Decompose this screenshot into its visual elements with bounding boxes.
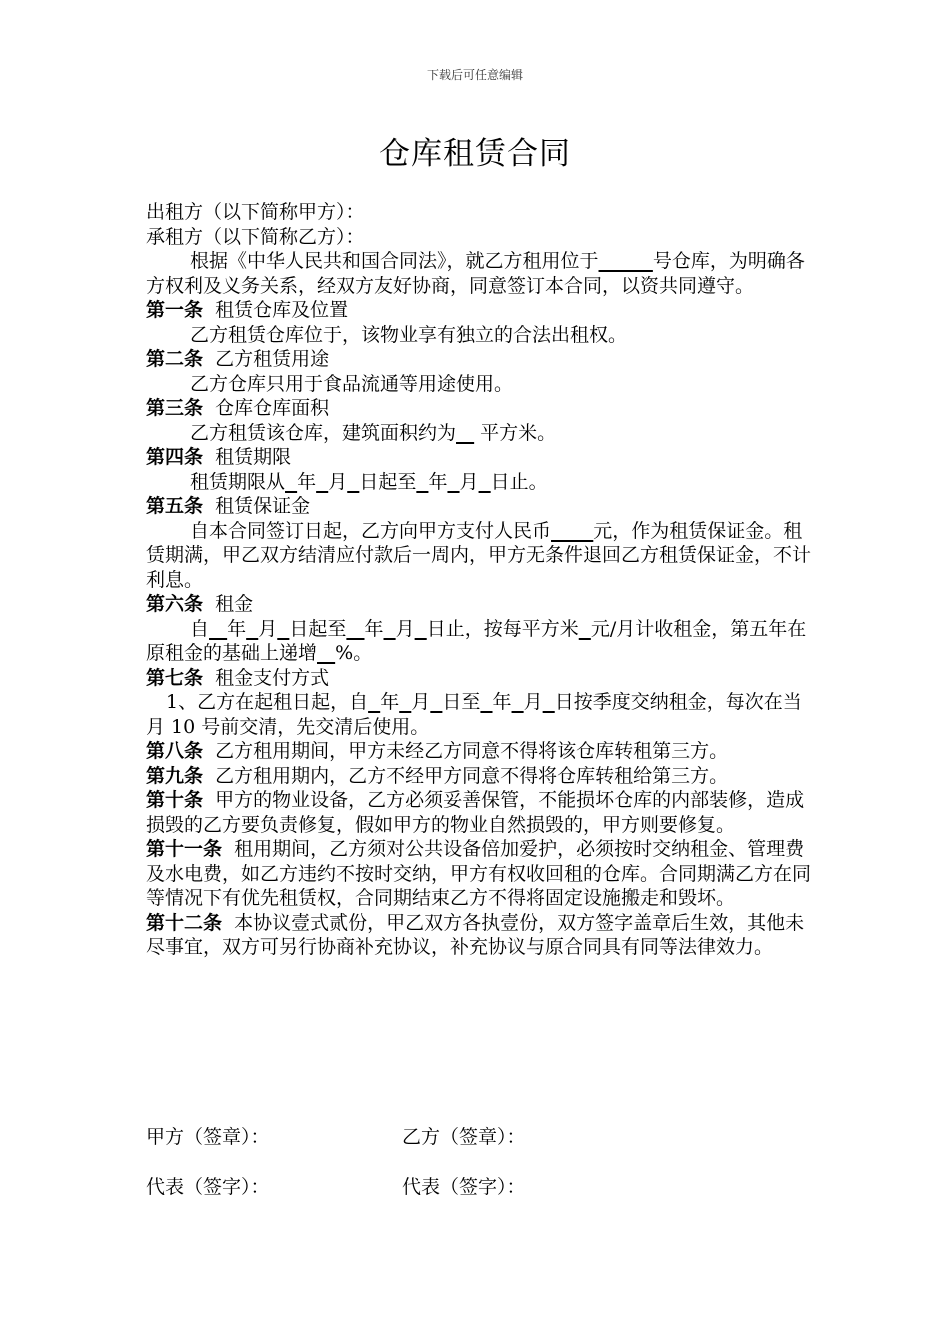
article-3-heading — [146, 396, 816, 421]
article-2-text: 乙方仓库只用于食品流通等用途使用。 — [190, 372, 514, 395]
article-text: 租用期间，乙方须对公共设备倍加爱护，必须按时交纳租金、管理费及水电费，如乙方违约不按时交纳，甲方有权收回租的仓库。合同期满乙方在同等情况下有优先租赁权，合同期结束乙方不得将固定设施搬走和毁坏。 — [146, 838, 812, 909]
page-title: 仓库租赁合同 — [379, 136, 571, 172]
blank-field — [599, 250, 653, 272]
article-text: 本协议壹式贰份，甲乙双方各执壹份，双方签字盖章后生效，其他未尽事宜，双方可另行协商补充协议，补充协议与原合同具有同等法律效力。 — [146, 911, 805, 958]
lessor-line: 出租方（以下简称甲方）： — [146, 201, 365, 223]
article-label: 第五条 — [146, 495, 204, 517]
article-label: 第六条 — [146, 593, 204, 615]
blank-field — [456, 422, 474, 444]
intro-text-1: 根据《中华人民共和国合同法》，就乙方租用位于 — [190, 250, 599, 272]
article-label: 第三条 — [146, 397, 204, 419]
party-a-rep: 代表（签字）： — [146, 1176, 270, 1198]
header-note: 下载后可任意编辑 — [426, 68, 523, 82]
article-4-text: 租赁期限从 年 月 日起至 年 月 日止。 — [190, 470, 548, 493]
article-10 — [146, 788, 816, 837]
article-label: 第十二条 — [146, 911, 223, 934]
article-5-heading — [146, 494, 816, 519]
article-6-text: 自 年 月 日起至 年 月 日止，按每平方米 元/月计收租金，第五年在原租金的基础上递增 %。 — [146, 617, 807, 664]
article-1-text: 乙方租赁仓库位于，该物业享有独立的合法出租权。 — [190, 323, 628, 346]
article-11 — [146, 837, 816, 911]
article-title: 租赁仓库及位置 — [215, 299, 349, 321]
article-title: 仓库仓库面积 — [215, 397, 330, 419]
party-a-seal: 甲方（签章）： — [146, 1126, 270, 1148]
party-b-rep: 代表（签字）： — [402, 1176, 526, 1198]
article-1-heading — [146, 298, 816, 323]
article-text: 乙方租用期间，甲方未经乙方同意不得将该仓库转租第三方。 — [215, 740, 729, 762]
article-title: 租赁期限 — [215, 446, 292, 468]
article-3-text: 乙方租赁该仓库，建筑面积约为 平方米。 — [190, 421, 557, 444]
article-label: 第十条 — [146, 789, 204, 811]
article-label: 第七条 — [146, 666, 204, 689]
article-7-text: 1、乙方在起租日起，自 年 月 日至 年 月 日按季度交纳租金，每次在当月 10 号前交清，先交清后使用。 — [146, 691, 802, 738]
article-9 — [146, 764, 816, 789]
article-7-heading — [146, 666, 816, 691]
article-5-text: 自本合同签订日起，乙方向甲方支付人民币 元，作为租赁保证金。租赁期满，甲乙双方结清应付款后一周内，甲方无条件退回乙方租赁保证金，不计利息。 — [146, 519, 812, 591]
article-label: 第八条 — [146, 740, 204, 762]
lessee-line: 承租方（以下简称乙方）： — [146, 225, 365, 248]
article-2-heading — [146, 347, 816, 372]
article-text: 乙方租用期内，乙方不经甲方同意不得将仓库转租给第三方。 — [215, 764, 729, 787]
intro-paragraph — [146, 249, 816, 298]
article-label: 第九条 — [146, 764, 204, 787]
article-text: 甲方的物业设备，乙方必须妥善保管，不能损坏仓库的内部装修，造成损毁的乙方要负责修复，假如甲方的物业自然损毁的，甲方则要修复。 — [146, 789, 805, 836]
seal-row — [146, 1122, 526, 1149]
article-label: 第四条 — [146, 446, 204, 468]
article-title: 乙方租赁用途 — [215, 348, 330, 370]
party-b-seal: 乙方（签章）： — [402, 1126, 526, 1148]
intro-text-2: 号仓库，为明确各方权利及义务关系，经双方友好协商，同意签订本合同，以资共同遵守。 — [146, 250, 805, 297]
article-title: 租赁保证金 — [215, 495, 311, 517]
article-title: 租金 — [215, 593, 254, 615]
article-label: 第一条 — [146, 299, 204, 321]
article-12 — [146, 911, 816, 960]
article-4-heading — [146, 445, 816, 470]
article-6-heading — [146, 592, 816, 617]
article-title: 租金支付方式 — [215, 666, 330, 689]
contract-body — [146, 200, 816, 960]
article-label: 第二条 — [146, 348, 204, 370]
rep-row — [146, 1172, 526, 1199]
article-8 — [146, 739, 816, 764]
article-label: 第十一条 — [146, 838, 223, 860]
